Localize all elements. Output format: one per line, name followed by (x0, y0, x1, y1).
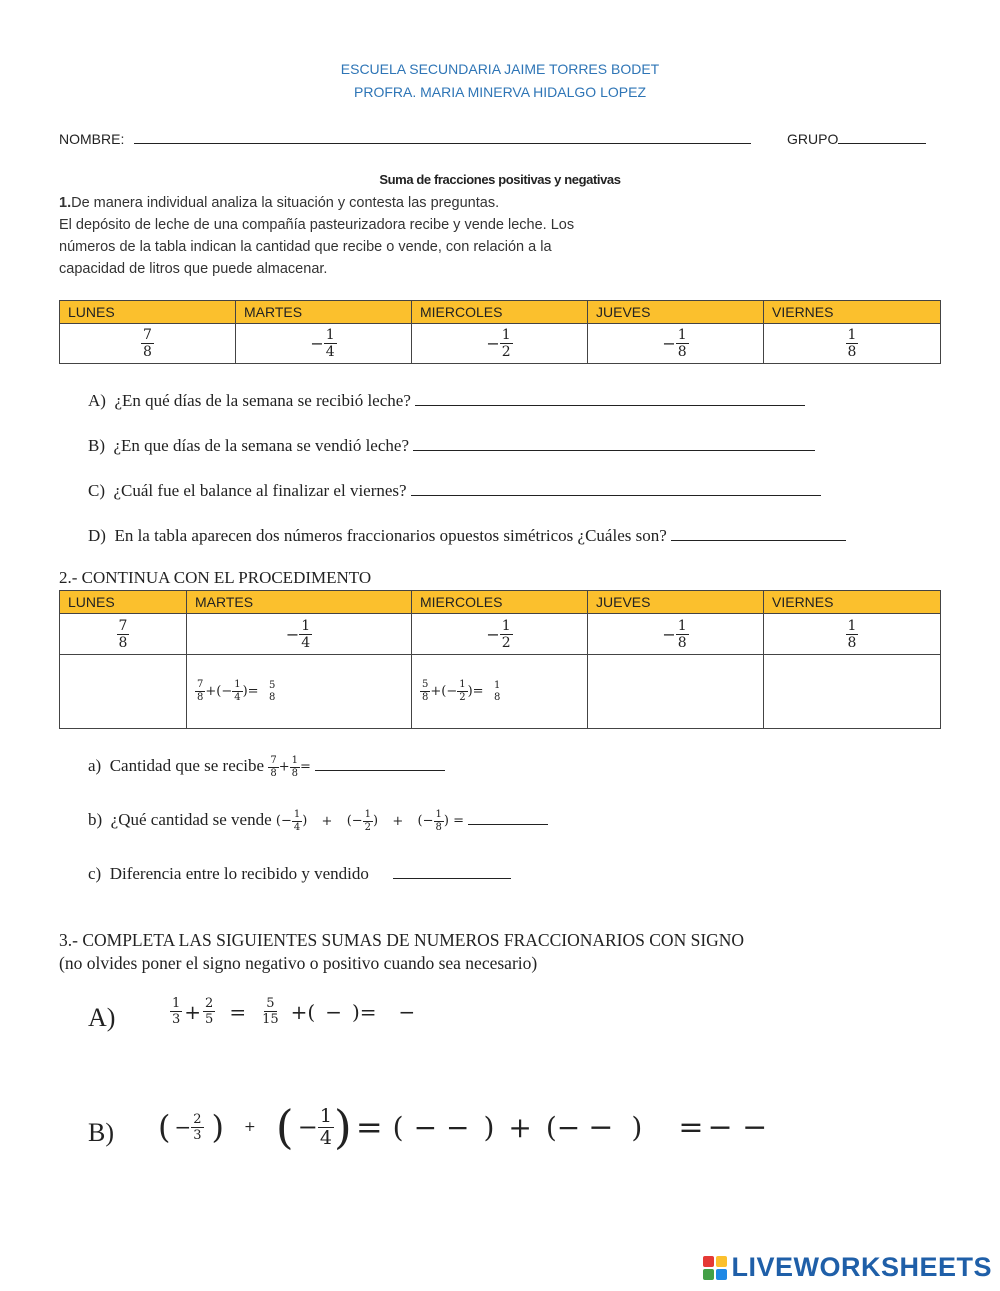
blank-fraction[interactable]: − (325, 999, 342, 1024)
answer-blank-item-c[interactable] (393, 862, 511, 879)
value-cell (764, 614, 941, 655)
fraction: $\frac{7}{8}$ (143, 327, 152, 360)
fraction: $\frac{1}{2}$ (501, 327, 511, 360)
header-martes: MARTES (187, 591, 412, 614)
exercise-a: $\frac{1}{3}$ + $\frac{2}{5}$ = $\frac{5}{15}$ +( − )= − (172, 996, 416, 1027)
section1-instruction: De manera individual analiza la situación y contesta las preguntas. (71, 195, 500, 211)
item-b: b) ¿Qué cantidad se vende (− $\frac{1}{4}$ ) + (− $\frac{1}{2}$ ) + (− $\frac{1}{8}$ ) = (88, 808, 548, 833)
name-label: NOMBRE: (59, 131, 125, 147)
blank-fraction[interactable]: − − (707, 1109, 768, 1145)
value-cell: − $\frac{1}{2}$ (412, 614, 588, 655)
fraction: $\frac{1}{4}$ (301, 617, 311, 651)
question-a: A) ¿En qué días de la semana se recibió leche? (88, 389, 805, 411)
value-cell: − $\frac{1}{2}$ (412, 324, 588, 364)
school-name: ESCUELA SECUNDARIA JAIME TORRES BODET (340, 61, 660, 77)
work-cell-jueves[interactable] (588, 655, 764, 729)
header-jueves: JUEVES (588, 591, 764, 614)
header-miercoles: MIERCOLES (412, 591, 588, 614)
section3-subtitle: (no olvides poner el signo negativo o positivo cuando sea necesario) (59, 953, 538, 973)
logo-mark-icon (703, 1256, 727, 1280)
answer-blank-b[interactable] (413, 434, 815, 451)
header-martes: MARTES (236, 301, 412, 324)
exercise-b: ( − $\frac{2}{3}$ ) + ( − $\frac{1}{4}$ ) = ( − − ) + (− − ) = − − (158, 1100, 768, 1154)
teacher-name: PROFRA. MARIA MINERVA HIDALGO LOPEZ (354, 84, 646, 100)
brand-name: LIVEWORKSHEETS (731, 1252, 992, 1282)
value-cell: − $\frac{1}{4}$ (187, 614, 412, 655)
question-b: B) ¿En que días de la semana se vendió leche? (88, 434, 815, 456)
paragraph-line: El depósito de leche de una compañía pasteurizadora recibe y vende leche. Los (59, 217, 575, 233)
exercise-a-letter: A) (88, 1003, 116, 1032)
item-c: c) Diferencia entre lo recibido y vendido (88, 862, 511, 884)
answer-blank-d[interactable] (671, 524, 846, 541)
value-cell: − $\frac{1}{8}$ (588, 614, 764, 655)
item-a: a) Cantidad que se recibe $\frac{7}{8}$ + $\frac{1}{8}$ = (88, 754, 445, 779)
answer-blank-c[interactable] (411, 479, 821, 496)
exercise-b-letter: B) (88, 1118, 114, 1147)
fraction: $\frac{1}{8}$ (847, 327, 857, 360)
group-label: GRUPO (787, 131, 839, 147)
liveworksheets-logo (703, 1252, 992, 1283)
section1-number: 1. (59, 195, 72, 211)
group-row (787, 127, 926, 147)
answer-blank-item-a[interactable] (315, 754, 445, 771)
value-cell: − $\frac{1}{8}$ (588, 324, 764, 364)
group-blank[interactable] (838, 127, 926, 144)
work-cell-lunes[interactable] (60, 655, 187, 729)
work-cell-miercoles[interactable]: $\frac{5}{8}$ +(− $\frac{1}{2}$ )= 1 8 (412, 655, 588, 729)
header-lunes: LUNES (60, 591, 187, 614)
question-c: C) ¿Cuál fue el balance al finalizar el viernes? (88, 479, 821, 501)
value-cell (60, 324, 236, 364)
value-cell (60, 614, 187, 655)
value-cell: − $\frac{1}{4}$ (236, 324, 412, 364)
header-jueves: JUEVES (588, 301, 764, 324)
section3-title: 3.- COMPLETA LAS SIGUIENTES SUMAS DE NUMEROS FRACCIONARIOS CON SIGNO (59, 930, 745, 950)
page-title: Suma de fracciones positivas y negativas (379, 172, 621, 187)
paragraph-line: capacidad de litros que puede almacenar. (59, 261, 328, 277)
name-row (59, 127, 751, 147)
section2-title: 2.- CONTINUA CON EL PROCEDIMENTO (59, 568, 372, 587)
value-cell (764, 324, 941, 364)
answer-blank-a[interactable] (415, 389, 805, 406)
fraction: $\frac{1}{8}$ (677, 617, 687, 651)
header-viernes: VIERNES (764, 591, 941, 614)
header-lunes: LUNES (60, 301, 236, 324)
fraction: $\frac{1}{8}$ (677, 327, 687, 360)
table-days-1 (59, 300, 941, 364)
fraction: $\frac{1}{2}$ (501, 617, 511, 651)
header-viernes: VIERNES (764, 301, 941, 324)
blank-fraction[interactable]: − (588, 1109, 614, 1145)
fraction: $\frac{7}{8}$ (118, 617, 128, 651)
fraction: $\frac{1}{4}$ (325, 327, 335, 360)
blank-fraction[interactable]: − − (413, 1110, 470, 1144)
answer-blank-item-b[interactable] (468, 808, 548, 825)
paragraph-line: números de la tabla indican la cantidad que recibe o vende, con relación a la (59, 239, 552, 255)
work-cell-viernes[interactable] (764, 655, 941, 729)
work-cell-martes[interactable]: $\frac{7}{8}$ +(− $\frac{1}{4}$ )= 5 8 (187, 655, 412, 729)
question-d: D) En la tabla aparecen dos números fraccionarios opuestos simétricos ¿Cuáles son? (88, 524, 846, 546)
table-days-2 (59, 590, 941, 729)
blank-fraction[interactable]: − (398, 999, 416, 1024)
header-miercoles: MIERCOLES (412, 301, 588, 324)
name-blank[interactable] (134, 127, 751, 144)
fraction: $\frac{1}{8}$ (847, 617, 857, 651)
section1-text (59, 192, 574, 280)
